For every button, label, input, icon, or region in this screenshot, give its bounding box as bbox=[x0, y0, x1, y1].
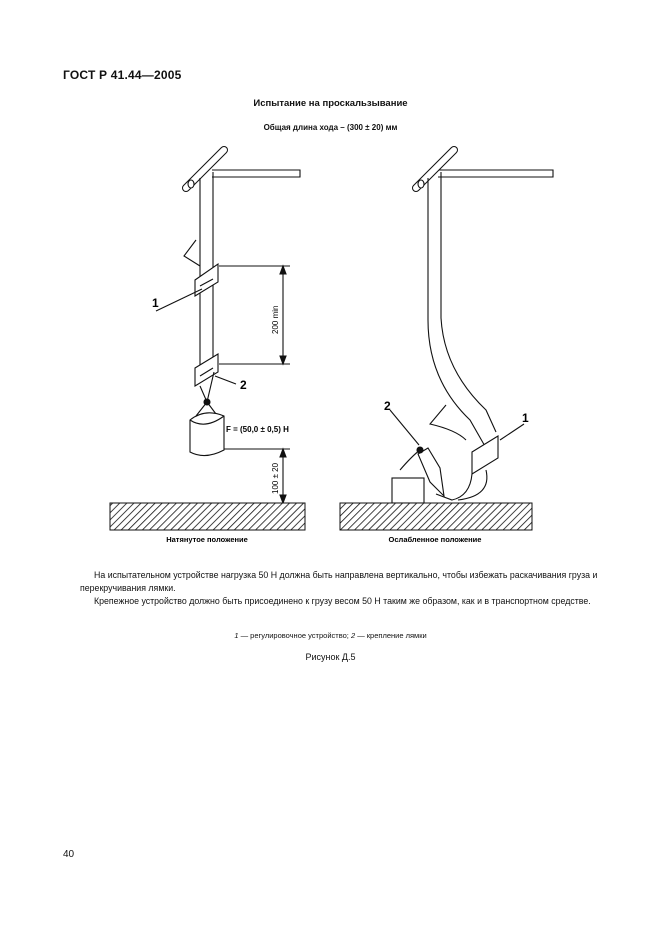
dimension-100-label: 100 ± 20 bbox=[271, 462, 280, 494]
slack-caption: Ослабленное положение bbox=[388, 535, 482, 544]
callout-2-left: 2 bbox=[240, 378, 247, 392]
callout-1-right: 1 bbox=[522, 411, 529, 425]
callout-1-left: 1 bbox=[152, 296, 159, 310]
slack-setup-drawing bbox=[340, 150, 553, 530]
figure-caption: Рисунок Д.5 bbox=[305, 652, 356, 662]
figure-title: Испытание на проскальзывание bbox=[253, 98, 408, 109]
body-paragraph-1: На испытательном устройстве нагрузка 50 Н должна быть направлена вертикально, чтобы избежать раскачивания груза и перекручивания лямки. bbox=[80, 570, 598, 593]
figure-subtitle: Общая длина хода – (300 ± 20) мм bbox=[263, 123, 398, 132]
tensioned-caption: Натянутое положение bbox=[166, 535, 248, 544]
force-label: F = (50,0 ± 0,5) Н bbox=[226, 425, 289, 434]
callout-2-right: 2 bbox=[384, 399, 391, 413]
figure-legend: 1 — регулировочное устройство; 2 — крепление лямки bbox=[234, 631, 427, 640]
page-number: 40 bbox=[63, 849, 75, 860]
dimension-200-label: 200 min bbox=[271, 305, 280, 334]
document-header: ГОСТ Р 41.44—2005 bbox=[63, 68, 182, 82]
body-paragraph-2: Крепежное устройство должно быть присоединено к грузу весом 50 Н таким же образом, как и в транспортном средстве. bbox=[94, 596, 591, 606]
